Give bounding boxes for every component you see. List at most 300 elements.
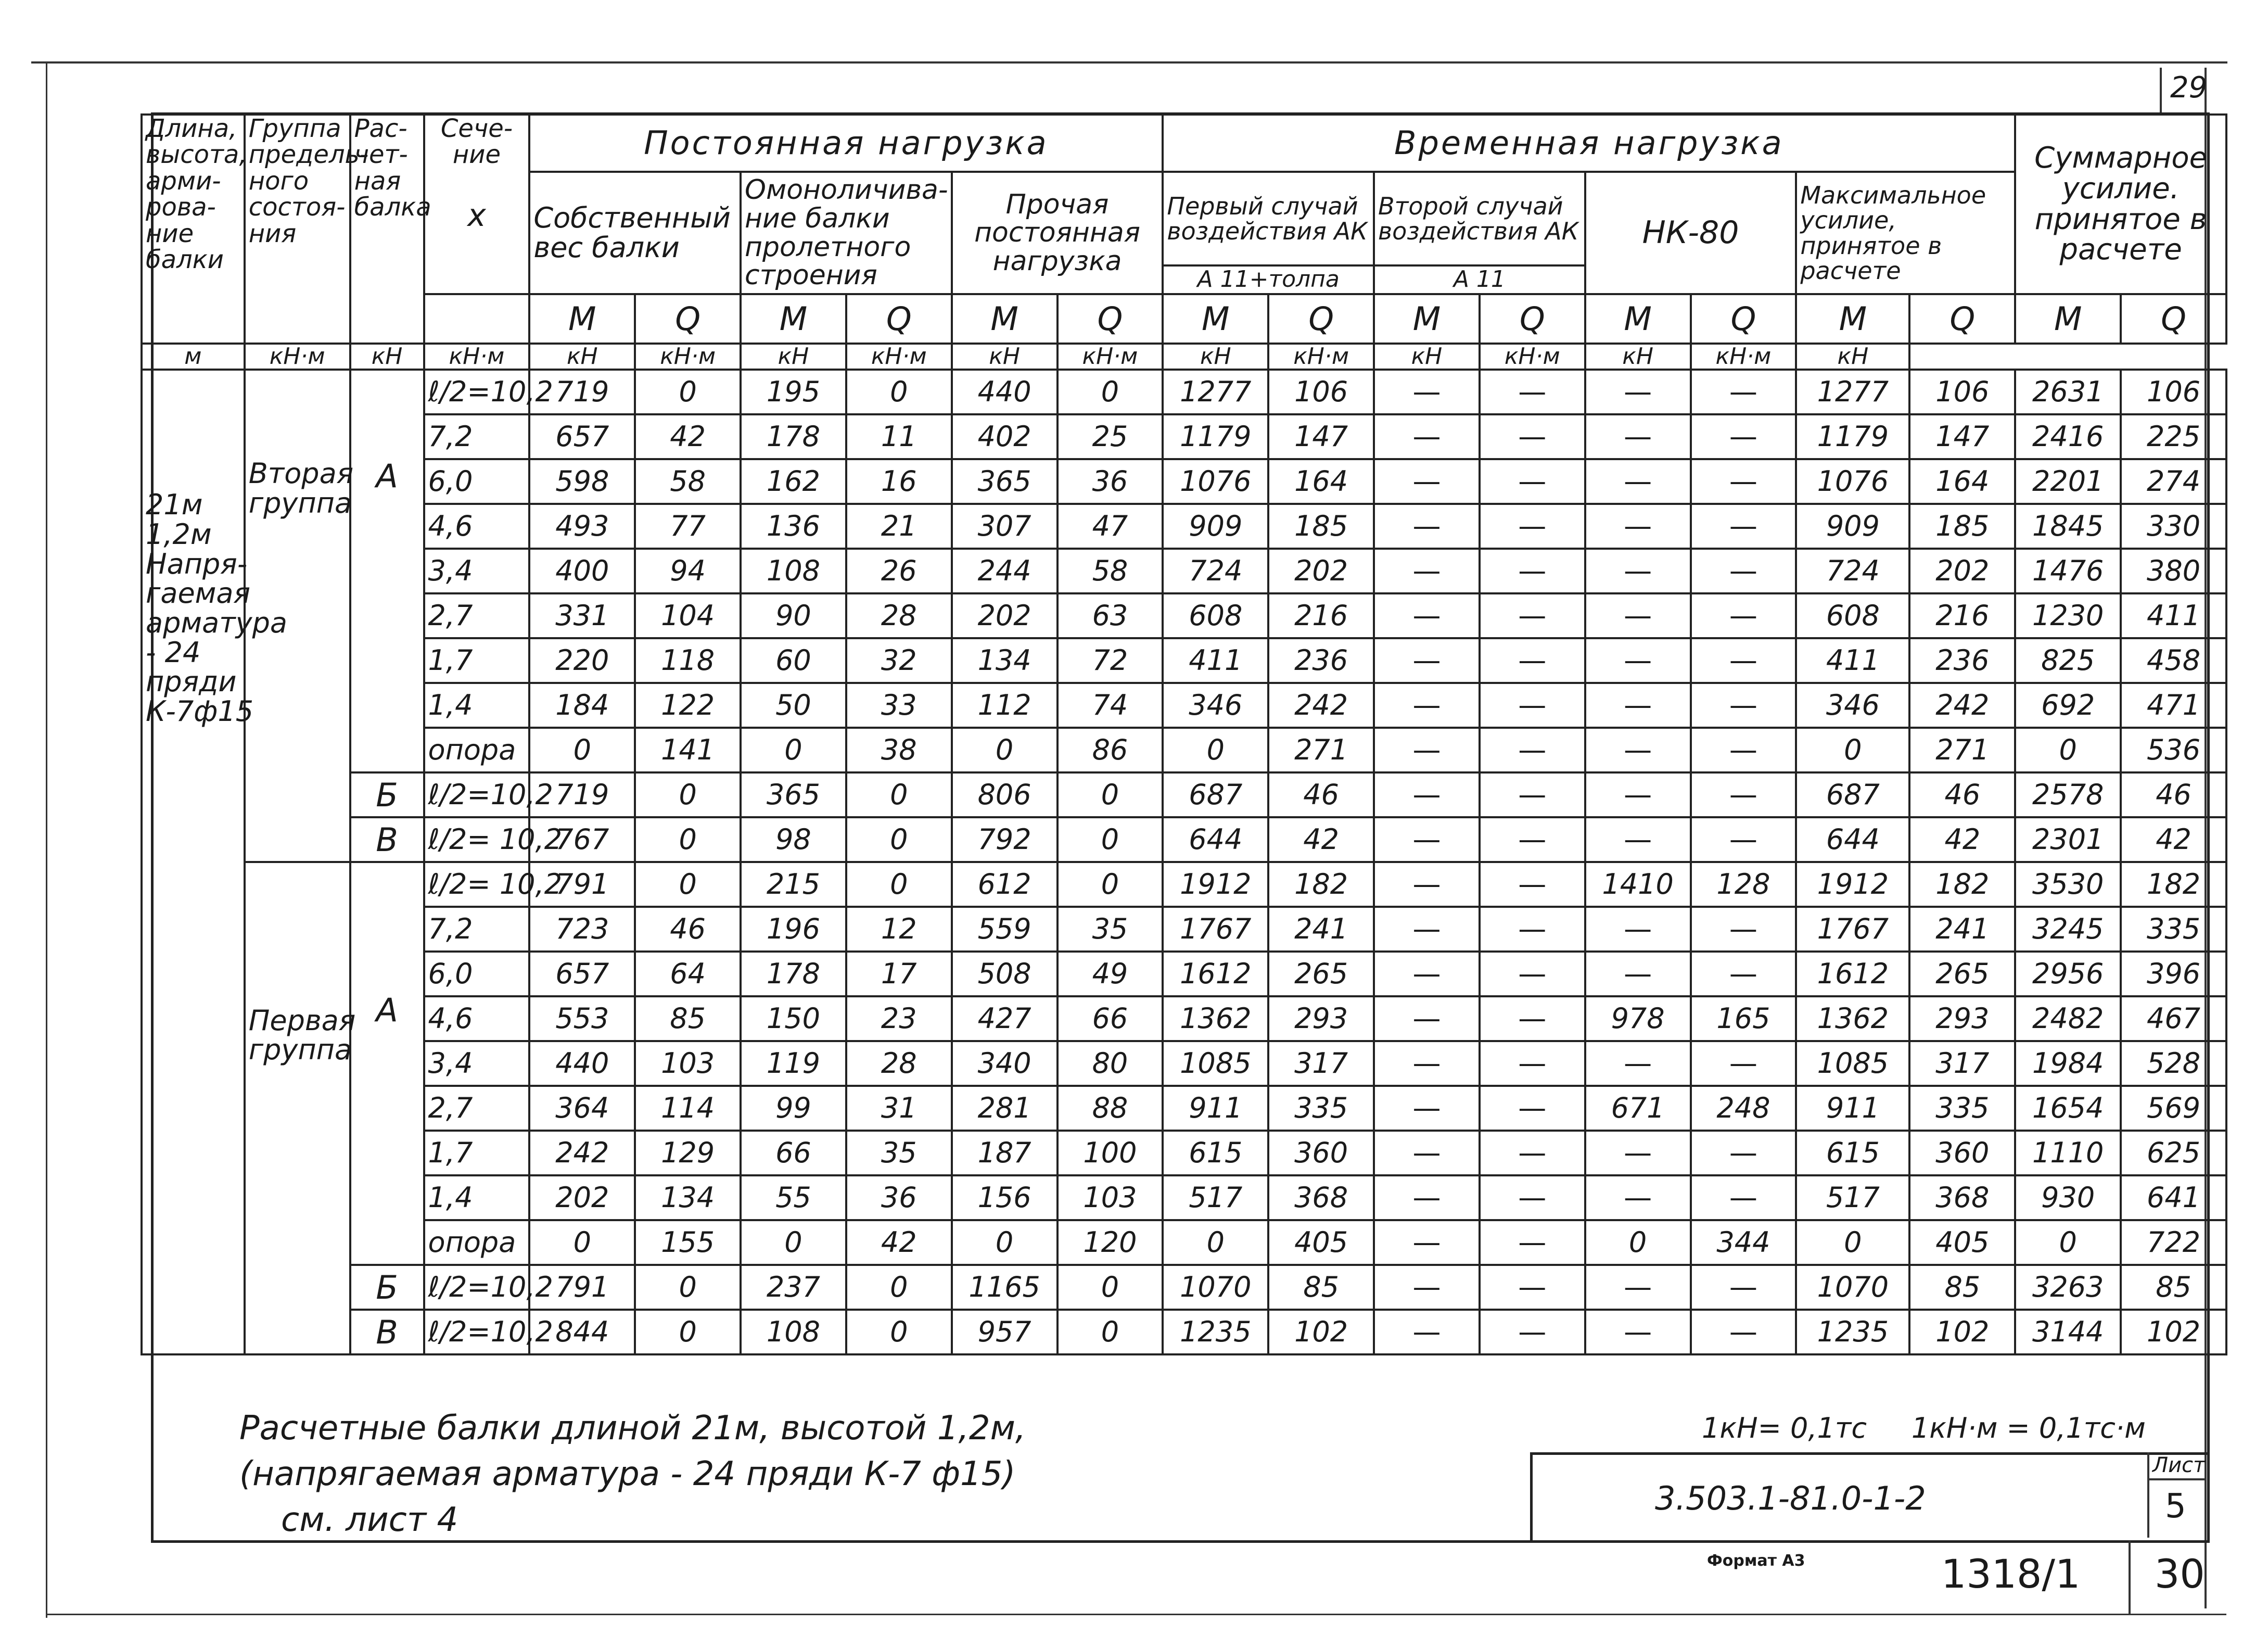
value-cell: 331 — [529, 593, 635, 638]
unit-knm-4: кН·м — [1057, 344, 1163, 370]
title-block-divider — [2147, 1452, 2149, 1538]
value-cell: 380 — [2121, 549, 2226, 593]
table-row — [142, 1131, 2226, 1175]
value-cell: 719 — [529, 370, 635, 414]
value-cell: 0 — [635, 817, 741, 862]
value-cell: 671 — [1585, 1086, 1691, 1131]
header-section-x: x — [467, 197, 486, 234]
value-cell: 1110 — [2015, 1131, 2121, 1175]
value-cell: 517 — [1163, 1175, 1268, 1220]
value-cell: 64 — [635, 952, 741, 996]
value-cell: 569 — [2121, 1086, 2226, 1131]
table-row — [142, 728, 2226, 772]
value-cell: 317 — [1268, 1041, 1374, 1086]
section-cell: ℓ/2=10,2 — [424, 1310, 530, 1354]
value-cell: 85 — [2121, 1265, 2226, 1310]
header-q-7: Q — [2121, 294, 2226, 344]
value-cell: 0 — [1057, 862, 1163, 907]
value-cell: — — [1585, 817, 1691, 862]
value-cell: 85 — [635, 996, 741, 1041]
value-cell: 156 — [952, 1175, 1057, 1220]
footer-note-line2: (напрягаемая арматура - 24 пряди К-7 ф15) — [239, 1455, 1016, 1493]
table-row — [142, 1310, 2226, 1354]
unit-knm-3: кН·м — [846, 344, 952, 370]
sheet-label-divider — [2147, 1478, 2207, 1480]
value-cell: 42 — [2121, 817, 2226, 862]
value-cell: 244 — [952, 549, 1057, 593]
value-cell: 0 — [1057, 1265, 1163, 1310]
value-cell: — — [1374, 1175, 1480, 1220]
section-cell: 1,7 — [424, 638, 530, 683]
value-cell: 1845 — [2015, 504, 2121, 549]
value-cell: 60 — [741, 638, 846, 683]
header-beam: Рас-чет-ная балка — [350, 115, 424, 344]
header-nk80: НК-80 — [1585, 172, 1796, 294]
value-cell: 806 — [952, 772, 1057, 817]
value-cell: — — [1480, 370, 1585, 414]
header-temporary: Временная нагрузка — [1163, 115, 2015, 172]
unit-knm-6: кН·м — [1480, 344, 1585, 370]
value-cell: 63 — [1057, 593, 1163, 638]
value-cell: 185 — [1268, 504, 1374, 549]
value-cell: 608 — [1796, 593, 1909, 638]
value-cell: 0 — [635, 862, 741, 907]
unit-section: м — [142, 344, 245, 370]
value-cell: 1070 — [1163, 1265, 1268, 1310]
value-cell: 791 — [529, 1265, 635, 1310]
table-row — [142, 817, 2226, 862]
value-cell: — — [1691, 414, 1796, 459]
value-cell: 86 — [1057, 728, 1163, 772]
value-cell: 108 — [741, 549, 846, 593]
value-cell: 119 — [741, 1041, 846, 1086]
value-cell: — — [1480, 459, 1585, 504]
section-cell: 6,0 — [424, 459, 530, 504]
value-cell: 202 — [1909, 549, 2015, 593]
value-cell: 31 — [846, 1086, 952, 1131]
section-cell: 1,4 — [424, 683, 530, 728]
value-cell: 0 — [635, 772, 741, 817]
value-cell: 3245 — [2015, 907, 2121, 952]
value-cell: — — [1480, 504, 1585, 549]
value-cell: 98 — [741, 817, 846, 862]
value-cell: — — [1585, 1265, 1691, 1310]
value-cell: 0 — [846, 1265, 952, 1310]
footer-note-line3: см. лист 4 — [281, 1501, 458, 1539]
value-cell: — — [1480, 996, 1585, 1041]
value-cell: 16 — [846, 459, 952, 504]
value-cell: 641 — [2121, 1175, 2226, 1220]
value-cell: 46 — [635, 907, 741, 952]
value-cell: 1912 — [1796, 862, 1909, 907]
value-cell: 106 — [2121, 370, 2226, 414]
header-q-5: Q — [1691, 294, 1796, 344]
value-cell: 162 — [741, 459, 846, 504]
value-cell: 957 — [952, 1310, 1057, 1354]
value-cell: 615 — [1796, 1131, 1909, 1175]
value-cell: 150 — [741, 996, 846, 1041]
value-cell: 978 — [1585, 996, 1691, 1041]
value-cell: — — [1374, 504, 1480, 549]
value-cell: 612 — [952, 862, 1057, 907]
value-cell: 274 — [2121, 459, 2226, 504]
value-cell: 49 — [1057, 952, 1163, 996]
value-cell: 128 — [1691, 862, 1796, 907]
unit-kn-7: кН — [1796, 344, 1909, 370]
value-cell: 2956 — [2015, 952, 2121, 996]
value-cell: 106 — [1909, 370, 2015, 414]
value-cell: 1085 — [1796, 1041, 1909, 1086]
section-cell: опора — [424, 728, 530, 772]
value-cell: 458 — [2121, 638, 2226, 683]
value-cell: — — [1691, 952, 1796, 996]
value-cell: 225 — [2121, 414, 2226, 459]
value-cell: — — [1374, 952, 1480, 996]
table-row — [142, 772, 2226, 817]
value-cell: 1476 — [2015, 549, 2121, 593]
value-cell: 909 — [1163, 504, 1268, 549]
beam-label: А — [350, 862, 424, 1265]
table-row — [142, 414, 2226, 459]
value-cell: 687 — [1163, 772, 1268, 817]
value-cell: 1277 — [1163, 370, 1268, 414]
table-row — [142, 952, 2226, 996]
beam-description: 21м 1,2м Напря-гаемая арматура - 24 пряди К-7ф15 — [142, 370, 245, 1354]
value-cell: 242 — [1909, 683, 2015, 728]
value-cell: 42 — [1268, 817, 1374, 862]
value-cell: 2301 — [2015, 817, 2121, 862]
value-cell: — — [1480, 1220, 1585, 1265]
value-cell: 1076 — [1796, 459, 1909, 504]
header-case1-sub: А 11+толпа — [1163, 265, 1374, 294]
value-cell: 0 — [1585, 1220, 1691, 1265]
value-cell: — — [1374, 907, 1480, 952]
value-cell: 0 — [1057, 772, 1163, 817]
value-cell: — — [1374, 414, 1480, 459]
unit-kn-2: кН — [741, 344, 846, 370]
value-cell: 0 — [2015, 1220, 2121, 1265]
header-max-force: Максимальное усилие, принятое в расчете — [1796, 172, 2015, 294]
value-cell: 657 — [529, 952, 635, 996]
sheet-number: 5 — [2165, 1487, 2186, 1526]
value-cell: 147 — [1268, 414, 1374, 459]
bottom-border-line — [46, 1614, 2226, 1615]
value-cell: 72 — [1057, 638, 1163, 683]
value-cell: 293 — [1268, 996, 1374, 1041]
value-cell: 104 — [635, 593, 741, 638]
value-cell: 74 — [1057, 683, 1163, 728]
value-cell: — — [1374, 1041, 1480, 1086]
table-row — [142, 638, 2226, 683]
value-cell: 242 — [529, 1131, 635, 1175]
value-cell: — — [1480, 862, 1585, 907]
value-cell: 360 — [1909, 1131, 2015, 1175]
value-cell: 346 — [1796, 683, 1909, 728]
section-cell: 4,6 — [424, 996, 530, 1041]
value-cell: 164 — [1268, 459, 1374, 504]
value-cell: 35 — [1057, 907, 1163, 952]
value-cell: 625 — [2121, 1131, 2226, 1175]
value-cell: 1654 — [2015, 1086, 2121, 1131]
value-cell: — — [1585, 1131, 1691, 1175]
value-cell: 791 — [529, 862, 635, 907]
table-row — [142, 593, 2226, 638]
section-cell: 1,4 — [424, 1175, 530, 1220]
header-own-weight: Собственный вес балки — [529, 172, 741, 294]
value-cell: 182 — [2121, 862, 2226, 907]
header-group: Группа предель-ного состоя-ния — [245, 115, 350, 344]
value-cell: 1362 — [1796, 996, 1909, 1041]
value-cell: 25 — [1057, 414, 1163, 459]
value-cell: — — [1585, 1175, 1691, 1220]
value-cell: 216 — [1268, 593, 1374, 638]
unit-knm-7: кН·м — [1691, 344, 1796, 370]
value-cell: 722 — [2121, 1220, 2226, 1265]
value-cell: 134 — [635, 1175, 741, 1220]
value-cell: 3530 — [2015, 862, 2121, 907]
value-cell: 46 — [1909, 772, 2015, 817]
header-q-2: Q — [1057, 294, 1163, 344]
value-cell: 396 — [2121, 952, 2226, 996]
section-cell: опора — [424, 1220, 530, 1265]
table-row — [142, 1086, 2226, 1131]
value-cell: 129 — [635, 1131, 741, 1175]
section-cell: 7,2 — [424, 414, 530, 459]
value-cell: — — [1480, 414, 1585, 459]
value-cell: 471 — [2121, 683, 2226, 728]
value-cell: — — [1691, 1041, 1796, 1086]
unit-kn-6: кН — [1585, 344, 1691, 370]
value-cell: — — [1374, 593, 1480, 638]
value-cell: 236 — [1909, 638, 2015, 683]
value-cell: 365 — [741, 772, 846, 817]
value-cell: 88 — [1057, 1086, 1163, 1131]
value-cell: — — [1480, 1041, 1585, 1086]
value-cell: 42 — [846, 1220, 952, 1265]
header-q-0: Q — [635, 294, 741, 344]
value-cell: 0 — [1796, 1220, 1909, 1265]
value-cell: 21 — [846, 504, 952, 549]
value-cell: 368 — [1268, 1175, 1374, 1220]
value-cell: 50 — [741, 683, 846, 728]
value-cell: 2631 — [2015, 370, 2121, 414]
unit-knm-5: кН·м — [1268, 344, 1374, 370]
header-m-2: M — [952, 294, 1057, 344]
table-row — [142, 1175, 2226, 1220]
group-label: Вторая группа — [245, 370, 350, 862]
value-cell: 0 — [1796, 728, 1909, 772]
value-cell: — — [1585, 907, 1691, 952]
value-cell: 1070 — [1796, 1265, 1909, 1310]
value-cell: 182 — [1268, 862, 1374, 907]
unit-knm-0: кН·м — [245, 344, 350, 370]
value-cell: 2578 — [2015, 772, 2121, 817]
value-cell: — — [1691, 728, 1796, 772]
value-cell: 317 — [1909, 1041, 2015, 1086]
value-cell: 33 — [846, 683, 952, 728]
value-cell: — — [1585, 370, 1691, 414]
value-cell: — — [1374, 1131, 1480, 1175]
value-cell: 35 — [846, 1131, 952, 1175]
value-cell: 608 — [1163, 593, 1268, 638]
value-cell: 236 — [1268, 638, 1374, 683]
value-cell: 844 — [529, 1310, 635, 1354]
value-cell: — — [1691, 1131, 1796, 1175]
table-row — [142, 370, 2226, 414]
value-cell: 0 — [1163, 1220, 1268, 1265]
value-cell: 307 — [952, 504, 1057, 549]
value-cell: — — [1374, 1086, 1480, 1131]
unit-kn-0: кН — [350, 344, 424, 370]
value-cell: 598 — [529, 459, 635, 504]
header-q-1: Q — [846, 294, 952, 344]
section-cell: 7,2 — [424, 907, 530, 952]
value-cell: — — [1585, 593, 1691, 638]
value-cell: — — [1374, 996, 1480, 1041]
value-cell: — — [1374, 638, 1480, 683]
section-cell: 4,6 — [424, 504, 530, 549]
value-cell: — — [1691, 370, 1796, 414]
unit-kn-1: кН — [529, 344, 635, 370]
value-cell: — — [1480, 817, 1585, 862]
value-cell: 364 — [529, 1086, 635, 1131]
value-cell: 0 — [846, 370, 952, 414]
value-cell: — — [1480, 638, 1585, 683]
section-cell: 6,0 — [424, 952, 530, 996]
value-cell: — — [1585, 504, 1691, 549]
header-case2-sub: А 11 — [1374, 265, 1585, 294]
value-cell: 0 — [635, 1310, 741, 1354]
value-cell: 1235 — [1163, 1310, 1268, 1354]
value-cell: 1984 — [2015, 1041, 2121, 1086]
value-cell: 517 — [1796, 1175, 1909, 1220]
value-cell: 187 — [952, 1131, 1057, 1175]
header-m-3: M — [1163, 294, 1268, 344]
value-cell: 1277 — [1796, 370, 1909, 414]
value-cell: 493 — [529, 504, 635, 549]
value-cell: 184 — [529, 683, 635, 728]
value-cell: 0 — [1057, 1310, 1163, 1354]
value-cell: — — [1374, 817, 1480, 862]
value-cell: 58 — [635, 459, 741, 504]
value-cell: 1179 — [1796, 414, 1909, 459]
header-m-5: M — [1585, 294, 1691, 344]
value-cell: — — [1480, 593, 1585, 638]
value-cell: 265 — [1909, 952, 2015, 996]
value-cell: 1179 — [1163, 414, 1268, 459]
beam-label: В — [350, 1310, 424, 1354]
value-cell: 335 — [1909, 1086, 2015, 1131]
value-cell: 340 — [952, 1041, 1057, 1086]
value-cell: 42 — [635, 414, 741, 459]
section-cell: ℓ/2=10,2 — [424, 772, 530, 817]
unit-kn-5: кН — [1374, 344, 1480, 370]
value-cell: 1076 — [1163, 459, 1268, 504]
value-cell: 2201 — [2015, 459, 2121, 504]
value-cell: — — [1691, 1175, 1796, 1220]
value-cell: 1165 — [952, 1265, 1057, 1310]
value-cell: 930 — [2015, 1175, 2121, 1220]
section-cell: ℓ/2=10,2 — [424, 1265, 530, 1310]
unit-knm-1: кН·м — [424, 344, 530, 370]
value-cell: 28 — [846, 593, 952, 638]
header-length: Длина, высота, арми-рова-ние балки — [142, 115, 245, 344]
value-cell: 0 — [952, 1220, 1057, 1265]
value-cell: 136 — [741, 504, 846, 549]
footer-note-line1: Расчетные балки длиной 21м, высотой 1,2м, — [239, 1409, 1026, 1448]
value-cell: — — [1691, 504, 1796, 549]
table-row — [142, 862, 2226, 907]
value-cell: 66 — [1057, 996, 1163, 1041]
value-cell: 1085 — [1163, 1041, 1268, 1086]
value-cell: 271 — [1268, 728, 1374, 772]
value-cell: 237 — [741, 1265, 846, 1310]
value-cell: 90 — [741, 593, 846, 638]
value-cell: 265 — [1268, 952, 1374, 996]
header-total: Суммарное усилие. принятое в расчете — [2015, 115, 2226, 294]
value-cell: — — [1374, 862, 1480, 907]
value-cell: 66 — [741, 1131, 846, 1175]
header-monolith: Омоноличива-ние балки пролетного строения — [741, 172, 952, 294]
table-row — [142, 1265, 2226, 1310]
value-cell: 0 — [846, 862, 952, 907]
value-cell: — — [1480, 772, 1585, 817]
value-cell: 911 — [1796, 1086, 1909, 1131]
value-cell: 202 — [952, 593, 1057, 638]
header-other-permanent: Прочая постоянная нагрузка — [952, 172, 1163, 294]
value-cell: 28 — [846, 1041, 952, 1086]
value-cell: 122 — [635, 683, 741, 728]
value-cell: — — [1691, 1265, 1796, 1310]
value-cell: 178 — [741, 952, 846, 996]
value-cell: 411 — [1163, 638, 1268, 683]
value-cell: 120 — [1057, 1220, 1163, 1265]
top-border-line — [31, 61, 2227, 64]
value-cell: 767 — [529, 817, 635, 862]
value-cell: 1410 — [1585, 862, 1691, 907]
value-cell: 0 — [846, 817, 952, 862]
header-m-7: M — [2015, 294, 2121, 344]
value-cell: 427 — [952, 996, 1057, 1041]
section-cell: 3,4 — [424, 549, 530, 593]
value-cell: — — [1585, 459, 1691, 504]
value-cell: 644 — [1163, 817, 1268, 862]
header-q-6: Q — [1909, 294, 2015, 344]
value-cell: 85 — [1909, 1265, 2015, 1310]
unit-conversion: 1кН= 0,1тс 1кН·м = 0,1тс·м — [1702, 1412, 2146, 1444]
value-cell: — — [1480, 1086, 1585, 1131]
group-label: Первая группа — [245, 862, 350, 1354]
value-cell: 528 — [2121, 1041, 2226, 1086]
value-cell: 77 — [635, 504, 741, 549]
page-number-bottom: 30 — [2155, 1551, 2205, 1597]
table-row — [142, 683, 2226, 728]
value-cell: 248 — [1691, 1086, 1796, 1131]
value-cell: 0 — [635, 1265, 741, 1310]
header-m-1: M — [741, 294, 846, 344]
value-cell: — — [1585, 549, 1691, 593]
value-cell: 202 — [1268, 549, 1374, 593]
value-cell: 196 — [741, 907, 846, 952]
value-cell: — — [1691, 549, 1796, 593]
value-cell: 112 — [952, 683, 1057, 728]
value-cell: — — [1585, 952, 1691, 996]
value-cell: 440 — [529, 1041, 635, 1086]
value-cell: 38 — [846, 728, 952, 772]
value-cell: 164 — [1909, 459, 2015, 504]
value-cell: 185 — [1909, 504, 2015, 549]
beam-label: Б — [350, 1265, 424, 1310]
